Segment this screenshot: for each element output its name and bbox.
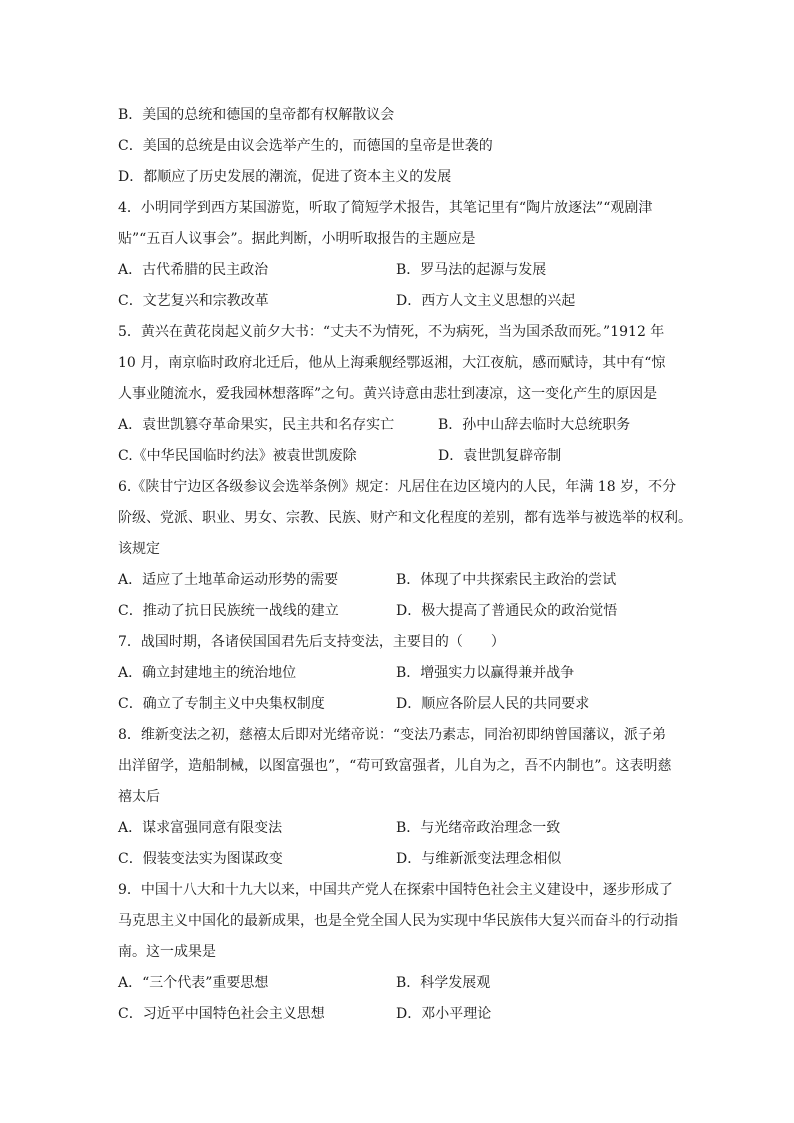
q5-stem-line-2: 10 月，南京临时政府北迁后，他从上海乘舰经鄂返湘，大江夜航，感而赋诗，其中有“惊 bbox=[118, 355, 666, 371]
q5-stem-line-1: 5．黄兴在黄花岗起义前夕大书：“丈夫不为情死，不为病死，当为国杀敌而死。”1912 年 bbox=[118, 324, 665, 340]
q4-stem-line-2: 贴”“五百人议事会”。据此判断，小明听取报告的主题应是 bbox=[118, 231, 476, 247]
q5-option-d: D．袁世凯复辟帝制 bbox=[438, 448, 562, 464]
q7-stem-line-1: 7．战国时期，各诸侯国国君先后支持变法，主要目的（ ） bbox=[118, 634, 505, 650]
q8-option-d: D．与维新派变法理念相似 bbox=[396, 851, 562, 867]
q6-option-d: D．极大提高了普通民众的政治觉悟 bbox=[396, 603, 618, 619]
q8-option-a: A．谋求富强同意有限变法 bbox=[118, 820, 283, 836]
q8-stem-line-2: 出洋留学，造船制械，以图富强也”，“苟可致富强者，儿自为之，吾不内制也”。这表明慈 bbox=[118, 758, 672, 774]
q3-option-b: B．美国的总统和德国的皇帝都有权解散议会 bbox=[118, 107, 395, 123]
q9-stem-line-1: 9．中国十八大和十九大以来，中国共产党人在探索中国特色社会主义建设中，逐步形成了 bbox=[118, 882, 673, 898]
q4-options-row-1 bbox=[118, 255, 684, 286]
q5-option-c: C.《中华民国临时约法》被袁世凯废除 bbox=[118, 448, 357, 464]
q8-stem-line-3: 禧太后 bbox=[118, 789, 160, 805]
q4-option-a: A．古代希腊的民主政治 bbox=[118, 262, 269, 278]
q9-option-d: D．邓小平理论 bbox=[396, 1006, 492, 1022]
q8-option-c: C．假装变法实为图谋政变 bbox=[118, 851, 283, 867]
q5-stem-line-3: 人事业随流水，爱我园林想落晖”之句。黄兴诗意由悲壮到凄凉，这一变化产生的原因是 bbox=[118, 386, 658, 402]
q6-options-row-2 bbox=[118, 596, 684, 627]
q4-stem-line-1: 4．小明同学到西方某国游览，听取了简短学术报告，其笔记里有“陶片放逐法”“观剧津 bbox=[118, 200, 653, 216]
q5-options-row-1 bbox=[118, 410, 684, 441]
q9-option-a: A．“三个代表”重要思想 bbox=[118, 975, 269, 991]
q9-option-b: B．科学发展观 bbox=[396, 975, 491, 991]
q9-option-c: C．习近平中国特色社会主义思想 bbox=[118, 1006, 325, 1022]
q7-option-a: A．确立封建地主的统治地位 bbox=[118, 665, 297, 681]
q9-options-row-1 bbox=[118, 968, 684, 999]
q8-stem-line-1: 8．维新变法之初，慈禧太后即对光绪帝说：“变法乃素志，同治初即纳曾国藩议，派子弟 bbox=[118, 727, 667, 743]
q6-stem-line-3: 该规定 bbox=[118, 541, 160, 557]
q9-stem-line-3: 南。这一成果是 bbox=[118, 944, 216, 960]
q5-option-b: B．孙中山辞去临时大总统职务 bbox=[438, 417, 631, 433]
q6-option-c: C．推动了抗日民族统一战线的建立 bbox=[118, 603, 339, 619]
q5-options-row-2 bbox=[118, 441, 684, 472]
q5-option-a: A．袁世凯篡夺革命果实，民主共和名存实亡 bbox=[118, 417, 395, 433]
q6-options-row-1 bbox=[118, 565, 684, 596]
q6-stem-line-2: 阶级、党派、职业、男女、宗教、民族、财产和文化程度的差别，都有选举与被选举的权利。 bbox=[118, 510, 692, 526]
q3-option-c: C．美国的总统是由议会选举产生的，而德国的皇帝是世袭的 bbox=[118, 138, 493, 154]
q6-option-b: B．体现了中共探索民主政治的尝试 bbox=[396, 572, 617, 588]
q3-option-d: D．都顺应了历史发展的潮流，促进了资本主义的发展 bbox=[118, 169, 452, 185]
q8-option-b: B．与光绪帝政治理念一致 bbox=[396, 820, 561, 836]
q6-stem-line-1: 6.《陕甘宁边区各级参议会选举条例》规定：凡居住在边区境内的人民，年满 18 岁，不分 bbox=[118, 479, 677, 495]
q8-options-row-1 bbox=[118, 813, 684, 844]
q4-option-d: D．西方人文主义思想的兴起 bbox=[396, 293, 576, 309]
q8-options-row-2 bbox=[118, 844, 684, 875]
q9-options-row-2 bbox=[118, 999, 684, 1030]
q4-option-c: C．文艺复兴和宗教改革 bbox=[118, 293, 269, 309]
q7-option-d: D．顺应各阶层人民的共同要求 bbox=[396, 696, 590, 712]
q4-option-b: B．罗马法的起源与发展 bbox=[396, 262, 547, 278]
q6-option-a: A．适应了土地革命运动形势的需要 bbox=[118, 572, 339, 588]
q4-options-row-2 bbox=[118, 286, 684, 317]
q7-option-b: B．增强实力以赢得兼并战争 bbox=[396, 665, 575, 681]
q9-stem-line-2: 马克思主义中国化的最新成果，也是全党全国人民为实现中华民族伟大复兴而奋斗的行动指 bbox=[118, 913, 678, 929]
q7-option-c: C．确立了专制主义中央集权制度 bbox=[118, 696, 325, 712]
q7-options-row-2 bbox=[118, 689, 684, 720]
q7-options-row-1 bbox=[118, 658, 684, 689]
